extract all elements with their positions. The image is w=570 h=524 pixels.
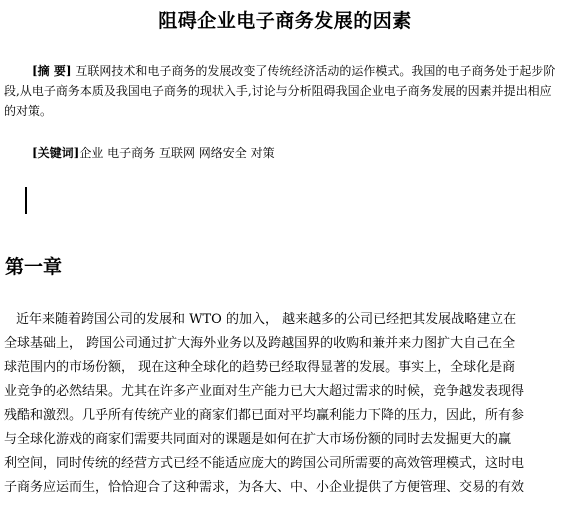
- body-line: 与全球化游戏的商家们需要共同面对的课题是如何在扩大市场份额的同时去发掘更大的赢: [4, 432, 512, 447]
- body-line: 球范围内的市场份额， 现在这种全球化的趋势已经取得显著的发展。事实上，全球化是商: [4, 360, 516, 375]
- body-paragraph: [4, 308, 564, 500]
- text-cursor: [25, 187, 27, 214]
- body-line: 子商务应运而生，恰恰迎合了这种需求，为各大、中、小企业提供了方便管理、交易的有效: [4, 480, 525, 495]
- keywords-text: 企业 电子商务 互联网 网络安全 对策: [79, 146, 275, 160]
- body-line: 全球基础上， 跨国公司通过扩大海外业务以及跨越国界的收购和兼并来力图扩大自己在全: [4, 336, 516, 351]
- body-line: 利空间，同时传统的经营方式已经不能适应庞大的跨国公司所需要的高效管理模式，这时电: [4, 456, 525, 471]
- chapter-heading: 第一章: [5, 256, 63, 278]
- abstract-label: [摘 要]: [32, 64, 72, 78]
- keywords-label: [关键词]: [32, 146, 80, 160]
- abstract-text: 互联网技术和电子商务的发展改变了传统经济活动的运作模式。我国的电子商务处于起步阶段,从电子商务本质及我国电子商务的现状入手,讨论与分析阻碍我国企业电子商务发展的因素并提出相应的对策。: [4, 64, 556, 118]
- abstract-paragraph: [4, 61, 560, 121]
- document-title: 阻碍企业电子商务发展的因素: [158, 10, 412, 32]
- body-line: 业竞争的必然结果。尤其在许多产业面对生产能力已大大超过需求的时候，竞争越发表现得: [4, 384, 525, 399]
- body-line: 近年来随着跨国公司的发展和 WTO 的加入， 越来越多的公司已经把其发展战略建立在: [16, 312, 517, 327]
- keywords-paragraph: [32, 143, 275, 163]
- body-line: 残酷和激烈。几乎所有传统产业的商家们都已面对平均赢利能力下降的压力，因此，所有参: [4, 408, 525, 423]
